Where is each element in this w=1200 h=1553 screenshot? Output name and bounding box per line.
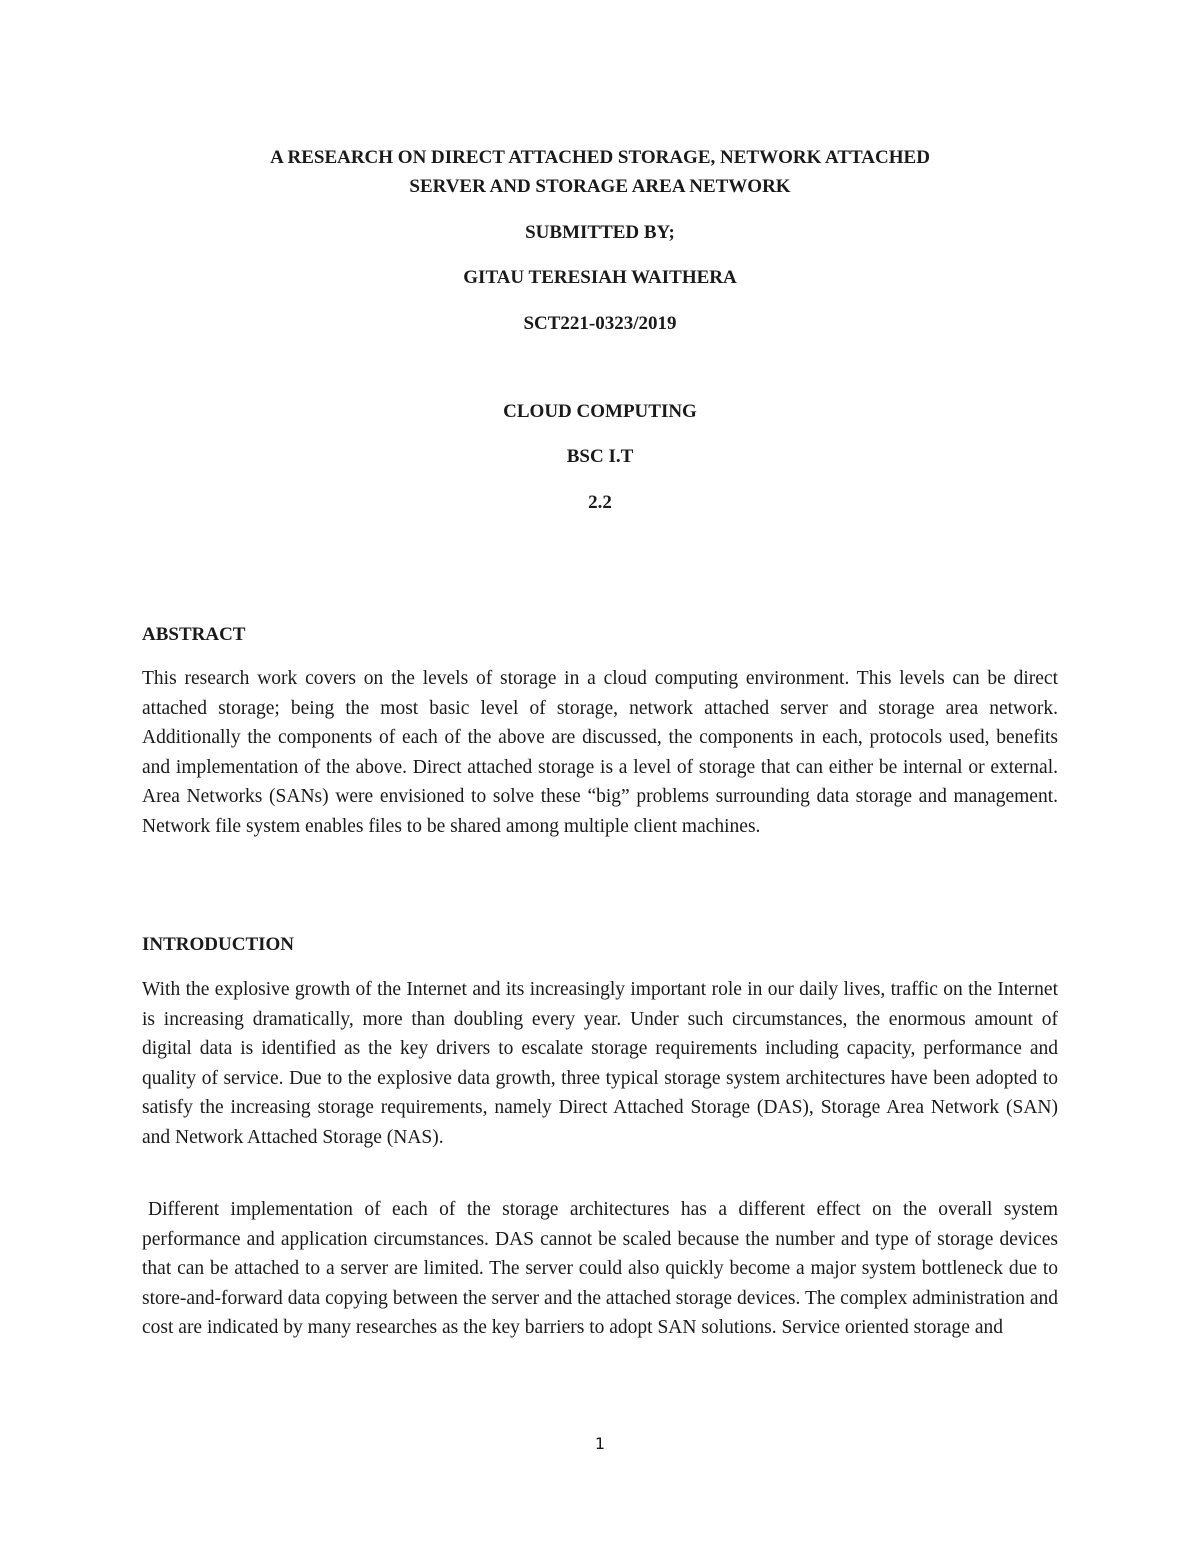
abstract-paragraph: This research work covers on the levels of storage in a cloud computing environment. This levels can be direct attached storage; being the most basic level of storage, network attached server and storage area network. Additionally the components of each of the above are discussed, the components in each, protocols used, benefits and implementation of the above. Direct attached storage is a level of storage that can either be internal or external. Area Networks (SANs) were envisioned to solve these “big” problems surrounding data storage and management. Network file system enables files to be shared among multiple client machines. bbox=[142, 668, 1058, 837]
introduction-heading: INTRODUCTION bbox=[142, 934, 295, 955]
title-line-1: A RESEARCH ON DIRECT ATTACHED STORAGE, NETWORK ATTACHED bbox=[270, 147, 930, 168]
program-name: BSC I.T bbox=[566, 446, 634, 467]
title-line-2: SERVER AND STORAGE AREA NETWORK bbox=[409, 176, 791, 197]
page-number: 1 bbox=[594, 1434, 606, 1453]
introduction-paragraph-2: Different implementation of each of the storage architectures has a different effect on the overall system performance and application circumstances. DAS cannot be scaled because the number and type of storage devices that can be attached to a server are limited. The server could also quickly become a major system bottleneck due to store-and-forward data copying between the server and the attached storage devices. The complex administration and cost are indicated by many researches as the key barriers to adopt SAN solutions. Service oriented storage and bbox=[142, 1199, 1058, 1339]
year-of-study: 2.2 bbox=[588, 492, 612, 513]
author-name: GITAU TERESIAH WAITHERA bbox=[463, 267, 737, 288]
abstract-heading: ABSTRACT bbox=[142, 624, 246, 645]
introduction-paragraph-1: With the explosive growth of the Internet and its increasingly important role in our daily lives, traffic on the Internet is increasing dramatically, more than doubling every year. Under such circumstances, the enormous amount of digital data is identified as the key drivers to escalate storage requirements including capacity, performance and quality of service. Due to the explosive data growth, three typical storage system architectures have been adopted to satisfy the increasing storage requirements, namely Direct Attached Storage (DAS), Storage Area Network (SAN) and Network Attached Storage (NAS). bbox=[142, 979, 1058, 1148]
submitted-by-label: SUBMITTED BY; bbox=[525, 222, 675, 243]
course-name: CLOUD COMPUTING bbox=[503, 401, 697, 422]
document-title bbox=[0, 143, 1200, 201]
registration-number: SCT221-0323/2019 bbox=[523, 313, 677, 334]
